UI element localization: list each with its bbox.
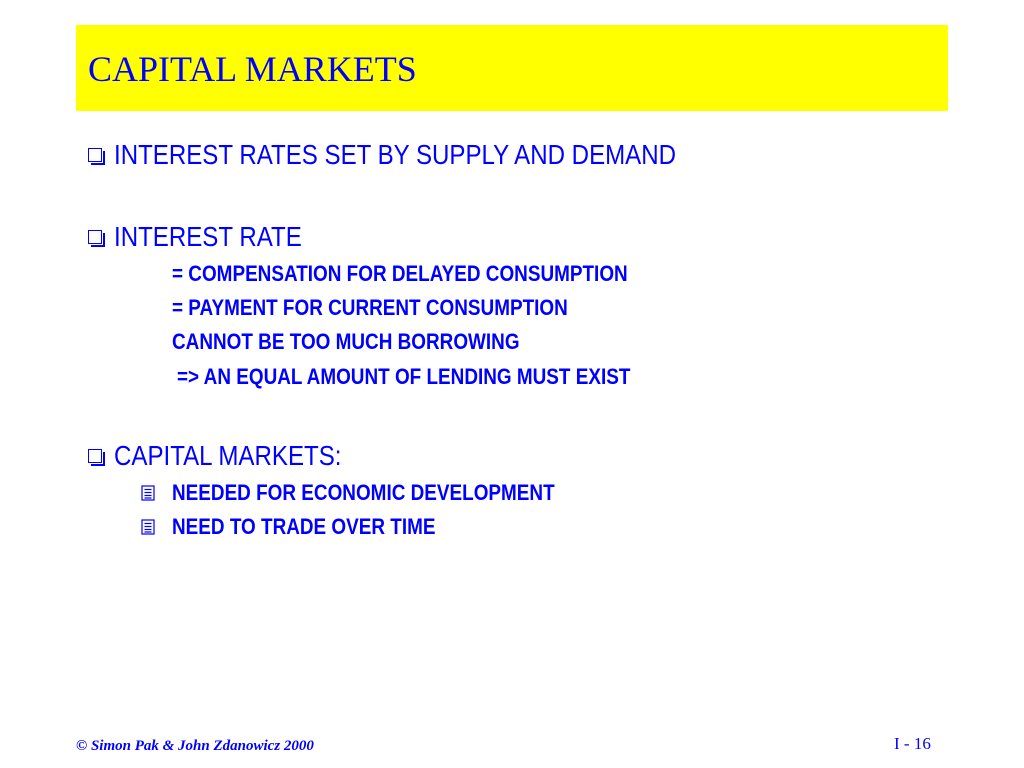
bullet-text: INTEREST RATES SET BY SUPPLY AND DEMAND — [114, 139, 677, 170]
bullet-interest-rates-supply-demand — [88, 138, 768, 172]
checkbox-bullet-icon — [88, 148, 102, 162]
interest-rate-line — [177, 364, 704, 390]
checkbox-bullet-icon — [88, 449, 102, 463]
document-bullet-icon — [141, 519, 155, 535]
interest-rate-line — [172, 261, 702, 287]
bullet-capital-markets — [88, 439, 379, 473]
interest-rate-line — [172, 329, 576, 355]
subitem-text: NEED TO TRADE OVER TIME — [172, 514, 436, 539]
line-text: = COMPENSATION FOR DELAYED CONSUMPTION — [172, 261, 628, 286]
page-number: I - 16 — [894, 734, 931, 753]
slide-title: CAPITAL MARKETS — [88, 49, 417, 89]
document-bullet-icon — [141, 485, 155, 501]
capital-markets-subitem — [141, 480, 617, 506]
checkbox-bullet-icon — [88, 230, 102, 244]
interest-rate-line — [172, 295, 632, 321]
bullet-interest-rate — [88, 220, 332, 254]
bullet-text: INTEREST RATE — [114, 221, 302, 252]
line-text: => AN EQUAL AMOUNT OF LENDING MUST EXIST — [177, 364, 631, 389]
subitem-text: NEEDED FOR ECONOMIC DEVELOPMENT — [172, 480, 555, 505]
title-banner — [76, 25, 948, 111]
capital-markets-subitem — [141, 514, 478, 540]
line-text: = PAYMENT FOR CURRENT CONSUMPTION — [172, 295, 568, 320]
line-text: CANNOT BE TOO MUCH BORROWING — [172, 329, 520, 354]
copyright-footer: © Simon Pak & John Zdanowicz 2000 — [76, 738, 314, 754]
bullet-text: CAPITAL MARKETS: — [114, 440, 342, 471]
